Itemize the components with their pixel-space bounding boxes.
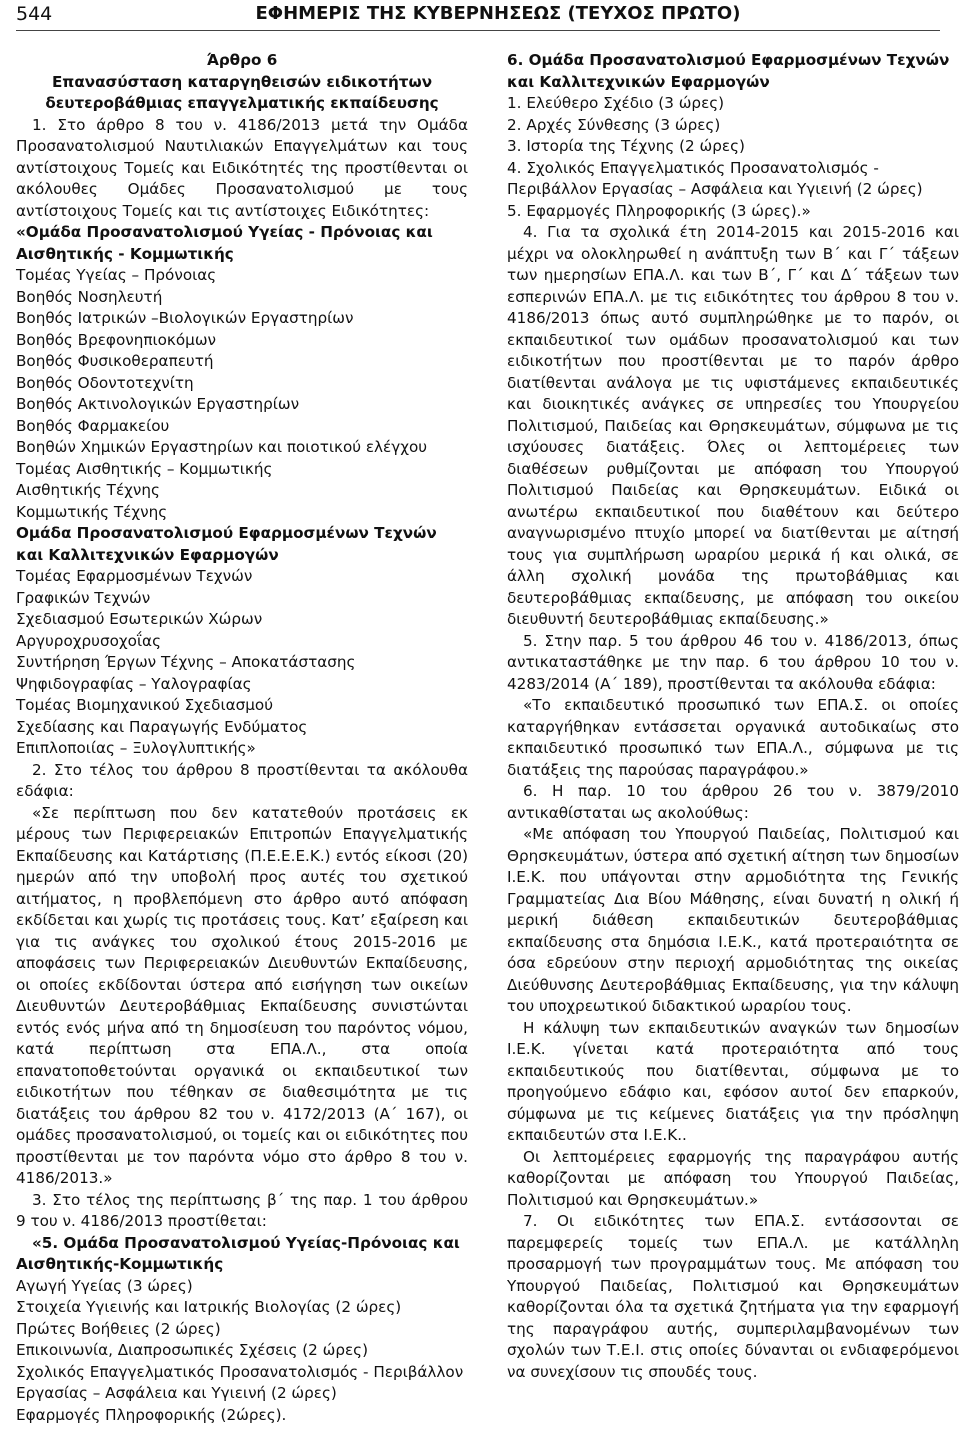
paragraph: Γραφικών Τεχνών <box>16 588 151 607</box>
paragraph: Τομέας Αισθητικής – Κομμωτικής <box>16 459 273 478</box>
paragraph: «Το εκπαιδευτικό προσωπικό των ΕΠΑ.Σ. οι οποίες καταργήθηκαν εντάσσεται οργανικά αυτοδικαίως στο εκπαιδευτικό προσωπικό των ΕΠΑ.Λ., σύμφωνα με τις διατάξεις της παρούσας παραγράφου.» <box>507 696 959 779</box>
paragraph: και Καλλιτεχνικών Εφαρμογών <box>16 545 279 564</box>
paragraph: 6. Ομάδα Προσανατολισμού Εφαρμοσμένων Τεχνών και Καλλιτεχνικών Εφαρμογών <box>507 51 950 91</box>
paragraph: Η κάλυψη των εκπαιδευτικών αναγκών των δημοσίων Ι.Ε.Κ. γίνεται κατά προτεραιότητα από τους εκπαιδευτικούς που διατίθενται, σύμφωνα με το προηγούμενο εδάφιο και, εφόσον αυτοί δεν επαρκούν, σύμφωνα με τις κείμενες διατάξεις για την πρόσληψη εκπαιδευτών στα Ι.Ε.Κ.. <box>507 1018 959 1144</box>
paragraph: Κομμωτικής Τέχνης <box>16 502 168 521</box>
paragraph: Σχεδιασμού Εσωτερικών Χώρων <box>16 610 263 628</box>
paragraph: Βοηθός Βρεφονηπιοκόμων <box>16 330 217 349</box>
paragraph: Επιπλοποιίας – Ξυλογλυπτικής» <box>16 739 256 757</box>
paragraph: Βοηθός Ακτινολογικών Εργαστηρίων <box>16 395 300 413</box>
paragraph: δευτεροβάθμιας επαγγελματικής εκπαίδευσης <box>45 94 439 112</box>
paragraph: Τομέας Εφαρμοσμένων Τεχνών <box>16 567 253 585</box>
paragraph: «Με απόφαση του Υπουργού Παιδείας, Πολιτισμού και Θρησκευμάτων, ύστερα από σχετική αίτηση των δημοσίων Ι.Ε.Κ. που υπάγονται στην αρμοδιότητα της Γενικής Γραμματείας Δια Βίου Μάθησης, είναι δυνατή η ολική ή μερική διάθεση εκπαιδευτικών δευτεροβάθμιας εκπαίδευσης στα δημόσια Ι.Ε.Κ., κατά προτεραιότητα σε όσα εδρεύουν στην περιοχή αρμοδιότητας της οικείας Διεύθυνσης Δευτεροβάθμιας Εκπαίδευσης, για την κάλυψη του υποχρεωτικού διδακτικού ωραρίου τους. <box>507 825 959 1015</box>
paragraph: 2. Αρχές Σύνθεσης (3 ώρες) <box>507 115 721 134</box>
paragraph: Ψηφιδογραφίας – Υαλογραφίας <box>16 674 252 693</box>
paragraph: Άρθρο 6 <box>206 51 278 69</box>
paragraph: Αγωγή Υγείας (3 ώρες) <box>16 1276 193 1295</box>
paragraph: Σχολικός Επαγγελματικός Προσανατολισμός - Περιβάλλον Εργασίας – Ασφάλεια και Υγιεινή (2 ώρες) <box>16 1362 464 1402</box>
paragraph: Βοηθός Ιατρικών –Βιολογικών Εργαστηρίων <box>16 309 354 327</box>
paragraph: 7. Οι ειδικότητες των ΕΠΑ.Σ. εντάσσονται σε παρεμφερείς τομείς των ΕΠΑ.Λ. με κατάλληλη προσαρμογή των προγραμμάτων τους. Με απόφαση του Υπουργού Παιδείας, Πολιτισμού και Θρησκευμάτων καθορίζονται όλα τα σχετικά ζητήματα για την εφαρμογή της παραγράφου αυτής, συμπεριλαμβανομένων των σχολών των Τ.Ε.Ι. στις οποίες δύνανται οι ενδιαφερόμενοι να συνεχίσουν τις σπουδές τους. <box>507 1212 959 1381</box>
paragraph: 4. Για τα σχολικά έτη 2014-2015 και 2015-2016 και μέχρι να ολοκληρωθεί η ανάπτυξη των Β΄ και Γ΄ τάξεων των ημερησίων ΕΠΑ.Λ. και των Β΄, Γ΄ και Δ΄ τάξεων των εσπερινών ΕΠΑ.Λ. με τις ειδικότητες του άρθρου 8 του ν. 4186/2013 όπως αυτό συμπληρώθηκε με το παρόν, οι εκπαιδευτικοί των ομάδων προσανατολισμού και των ειδικοτήτων που προστίθενται με το παρόν άρθρο διατίθενται ανάλογα με τις υφιστάμενες εκπαιδευτικές και διοικητικές ανάγκες σε υπηρεσίες του Υπουργείου Πολιτισμού, Παιδείας και Θρησκευμάτων, σύμφωνα με τις ισχύουσες διατάξεις. Όλες οι λεπτομέρειες των διαθέσεων ρυθμίζονται με απόφαση του Υπουργού Πολιτισμού Παιδείας και Θρησκευμάτων. Ειδικά οι ανωτέρω εκπαιδευτικοί που διαθέτουν και δεύτερο αναγνωρισμένο πτυχίο μπορεί να διατίθενται με αίτησή τους για συμπλήρωση ωραρίου μερικά ή και ολικά, σε άλλη σχολική μονάδα της πρωτοβάθμιας και δευτεροβάθμιας εκπαίδευσης, με απόφαση του οικείου διευθυντή δευτεροβάθμιας εκπαίδευσης.» <box>507 223 959 628</box>
page-number: 544 <box>16 3 53 25</box>
paragraph: Ομάδα Προσανατολισμού Εφαρμοσμένων Τεχνών <box>16 524 437 542</box>
paragraph: «5. Ομάδα Προσανατολισμού Υγείας-Πρόνοιας και Αισθητικής-Κομμωτικής <box>16 1233 460 1273</box>
paragraph: 3. Στο τέλος της περίπτωσης β΄ της παρ. 1 του άρθρου 9 του ν. 4186/2013 προστίθεται: <box>16 1190 468 1230</box>
paragraph: «Ομάδα Προσανατολισμού Υγείας - Πρόνοιας και Αισθητικής - Κομμωτικής <box>16 223 433 263</box>
paragraph: «Σε περίπτωση που δεν κατατεθούν προτάσεις εκ μέρους των Περιφερειακών Επιτροπών Επαγγελματικής Εκπαίδευσης και Κατάρτισης (Π.Ε.Ε.Ε.Κ.) εντός είκοσι (20) ημερών από την υποβολή προς αυτές του σχετικού αιτήματος, η προβλεπόμενη στο άρθρο αυτό απόφαση εκδίδεται και χωρίς τις προτάσεις τους. Κατ’ εξαίρεση και για τις ανάγκες του σχολικού έτους 2015-2016 με αποφάσεις των Περιφερειακών Διευθυντών Εκπαίδευσης, οι οποίες εκδίδονται ύστερα από εισήγηση των οικείων Διευθυντών Δευτεροβάθμιας Εκπαίδευσης συνιστώνται εντός ενός μήνα από τη δημοσίευση του παρόντος νόμου, κατά περίπτωση στα ΕΠΑ.Λ., στα οποία επανατοποθετούνται οργανικά οι εκπαιδευτικοί των ειδικοτήτων που τέθηκαν σε διαθεσιμότητα με τις διατάξεις του άρθρου 82 του ν. 4172/2013 (Α΄ 167), οι ομάδες προσανατολισμού, οι τομείς και οι ειδικότητες που προστίθενται με τον παρόντα νόμο στο άρθρο 8 του ν. 4186/2013.» <box>16 803 468 1187</box>
paragraph: 4. Σχολικός Επαγγελματικός Προσανατολισμός - Περιβάλλον Εργασίας – Ασφάλεια και Υγιεινή (2 ώρες) <box>507 158 923 198</box>
paragraph: Βοηθός Φαρμακείου <box>16 416 170 435</box>
paragraph: 5. Στην παρ. 5 του άρθρου 46 του ν. 4186/2013, όπως αντικαταστάθηκε με την παρ. 6 του άρθρου 10 του ν. 4283/2014 (Α΄ 189), προστίθενται τα ακόλουθα εδάφια: <box>507 631 959 693</box>
paragraph: Επικοινωνία, Διαπροσωπικές Σχέσεις (2 ώρες) <box>16 1341 369 1359</box>
paragraph: Οι λεπτομέρειες εφαρμογής της παραγράφου αυτής καθορίζονται με απόφαση του Υπουργού Παιδείας, Πολιτισμού και Θρησκευμάτων.» <box>507 1147 959 1209</box>
page-header <box>16 0 940 30</box>
paragraph: Εφαρμογές Πληροφορικής (2ώρες). <box>16 1405 287 1424</box>
paragraph: 2. Στο τέλος του άρθρου 8 προστίθενται τα ακόλουθα εδάφια: <box>16 760 468 800</box>
paragraph: Βοηθών Χημικών Εργαστηρίων και ποιοτικού ελέγχου <box>16 438 428 456</box>
paragraph: Συντήρηση Έργων Τέχνης – Αποκατάστασης <box>16 653 356 671</box>
paragraph: Τομέας Υγείας – Πρόνοιας <box>16 266 217 284</box>
paragraph: 6. Η παρ. 10 του άρθρου 26 του ν. 3879/2010 αντικαθίσταται ως ακολούθως: <box>507 782 959 822</box>
paragraph: Σχεδίασης και Παραγωγής Ενδύματος <box>16 717 308 736</box>
paragraph: 3. Ιστορία της Τέχνης (2 ώρες) <box>507 137 745 155</box>
left-column <box>16 50 468 1426</box>
paragraph: Βοηθός Φυσικοθεραπευτή <box>16 352 214 370</box>
paragraph: Βοηθός Νοσηλευτή <box>16 287 163 306</box>
running-head: ΕΦΗΜΕΡΙΣ ΤΗΣ ΚΥΒΕΡΝΗΣΕΩΣ (ΤΕΥΧΟΣ ΠΡΩΤΟ) <box>255 3 741 24</box>
paragraph: Αισθητικής Τέχνης <box>16 481 160 499</box>
header-rule <box>16 30 940 31</box>
paragraph: Πρώτες Βοήθειες (2 ώρες) <box>16 1319 221 1338</box>
paragraph: Επανασύσταση καταργηθεισών ειδικοτήτων <box>51 72 433 91</box>
paragraph: 5. Εφαρμογές Πληροφορικής (3 ώρες).» <box>507 201 811 220</box>
paragraph: 1. Ελεύθερο Σχέδιο (3 ώρες) <box>507 94 725 112</box>
paragraph: Τομέας Βιομηχανικού Σχεδιασμού <box>16 696 273 714</box>
paragraph: Βοηθός Οδοντοτεχνίτη <box>16 373 194 392</box>
paragraph: 1. Στο άρθρο 8 του ν. 4186/2013 μετά την Ομάδα Προσανατολισμού Ναυτιλιακών Επαγγελμάτων και τους αντίστοιχους Τομείς και Ειδικότητές της προστίθενται οι ακόλουθες Ομάδες Προσανατολισμού με τους αντίστοιχους Τομείς και τις αντίστοιχες Ειδικότητες: <box>16 115 468 220</box>
paragraph: Αργυροχρυσοχοΐας <box>16 631 161 650</box>
paragraph: Στοιχεία Υγιεινής και Ιατρικής Βιολογίας (2 ώρες) <box>16 1298 402 1316</box>
right-column <box>507 50 959 1383</box>
